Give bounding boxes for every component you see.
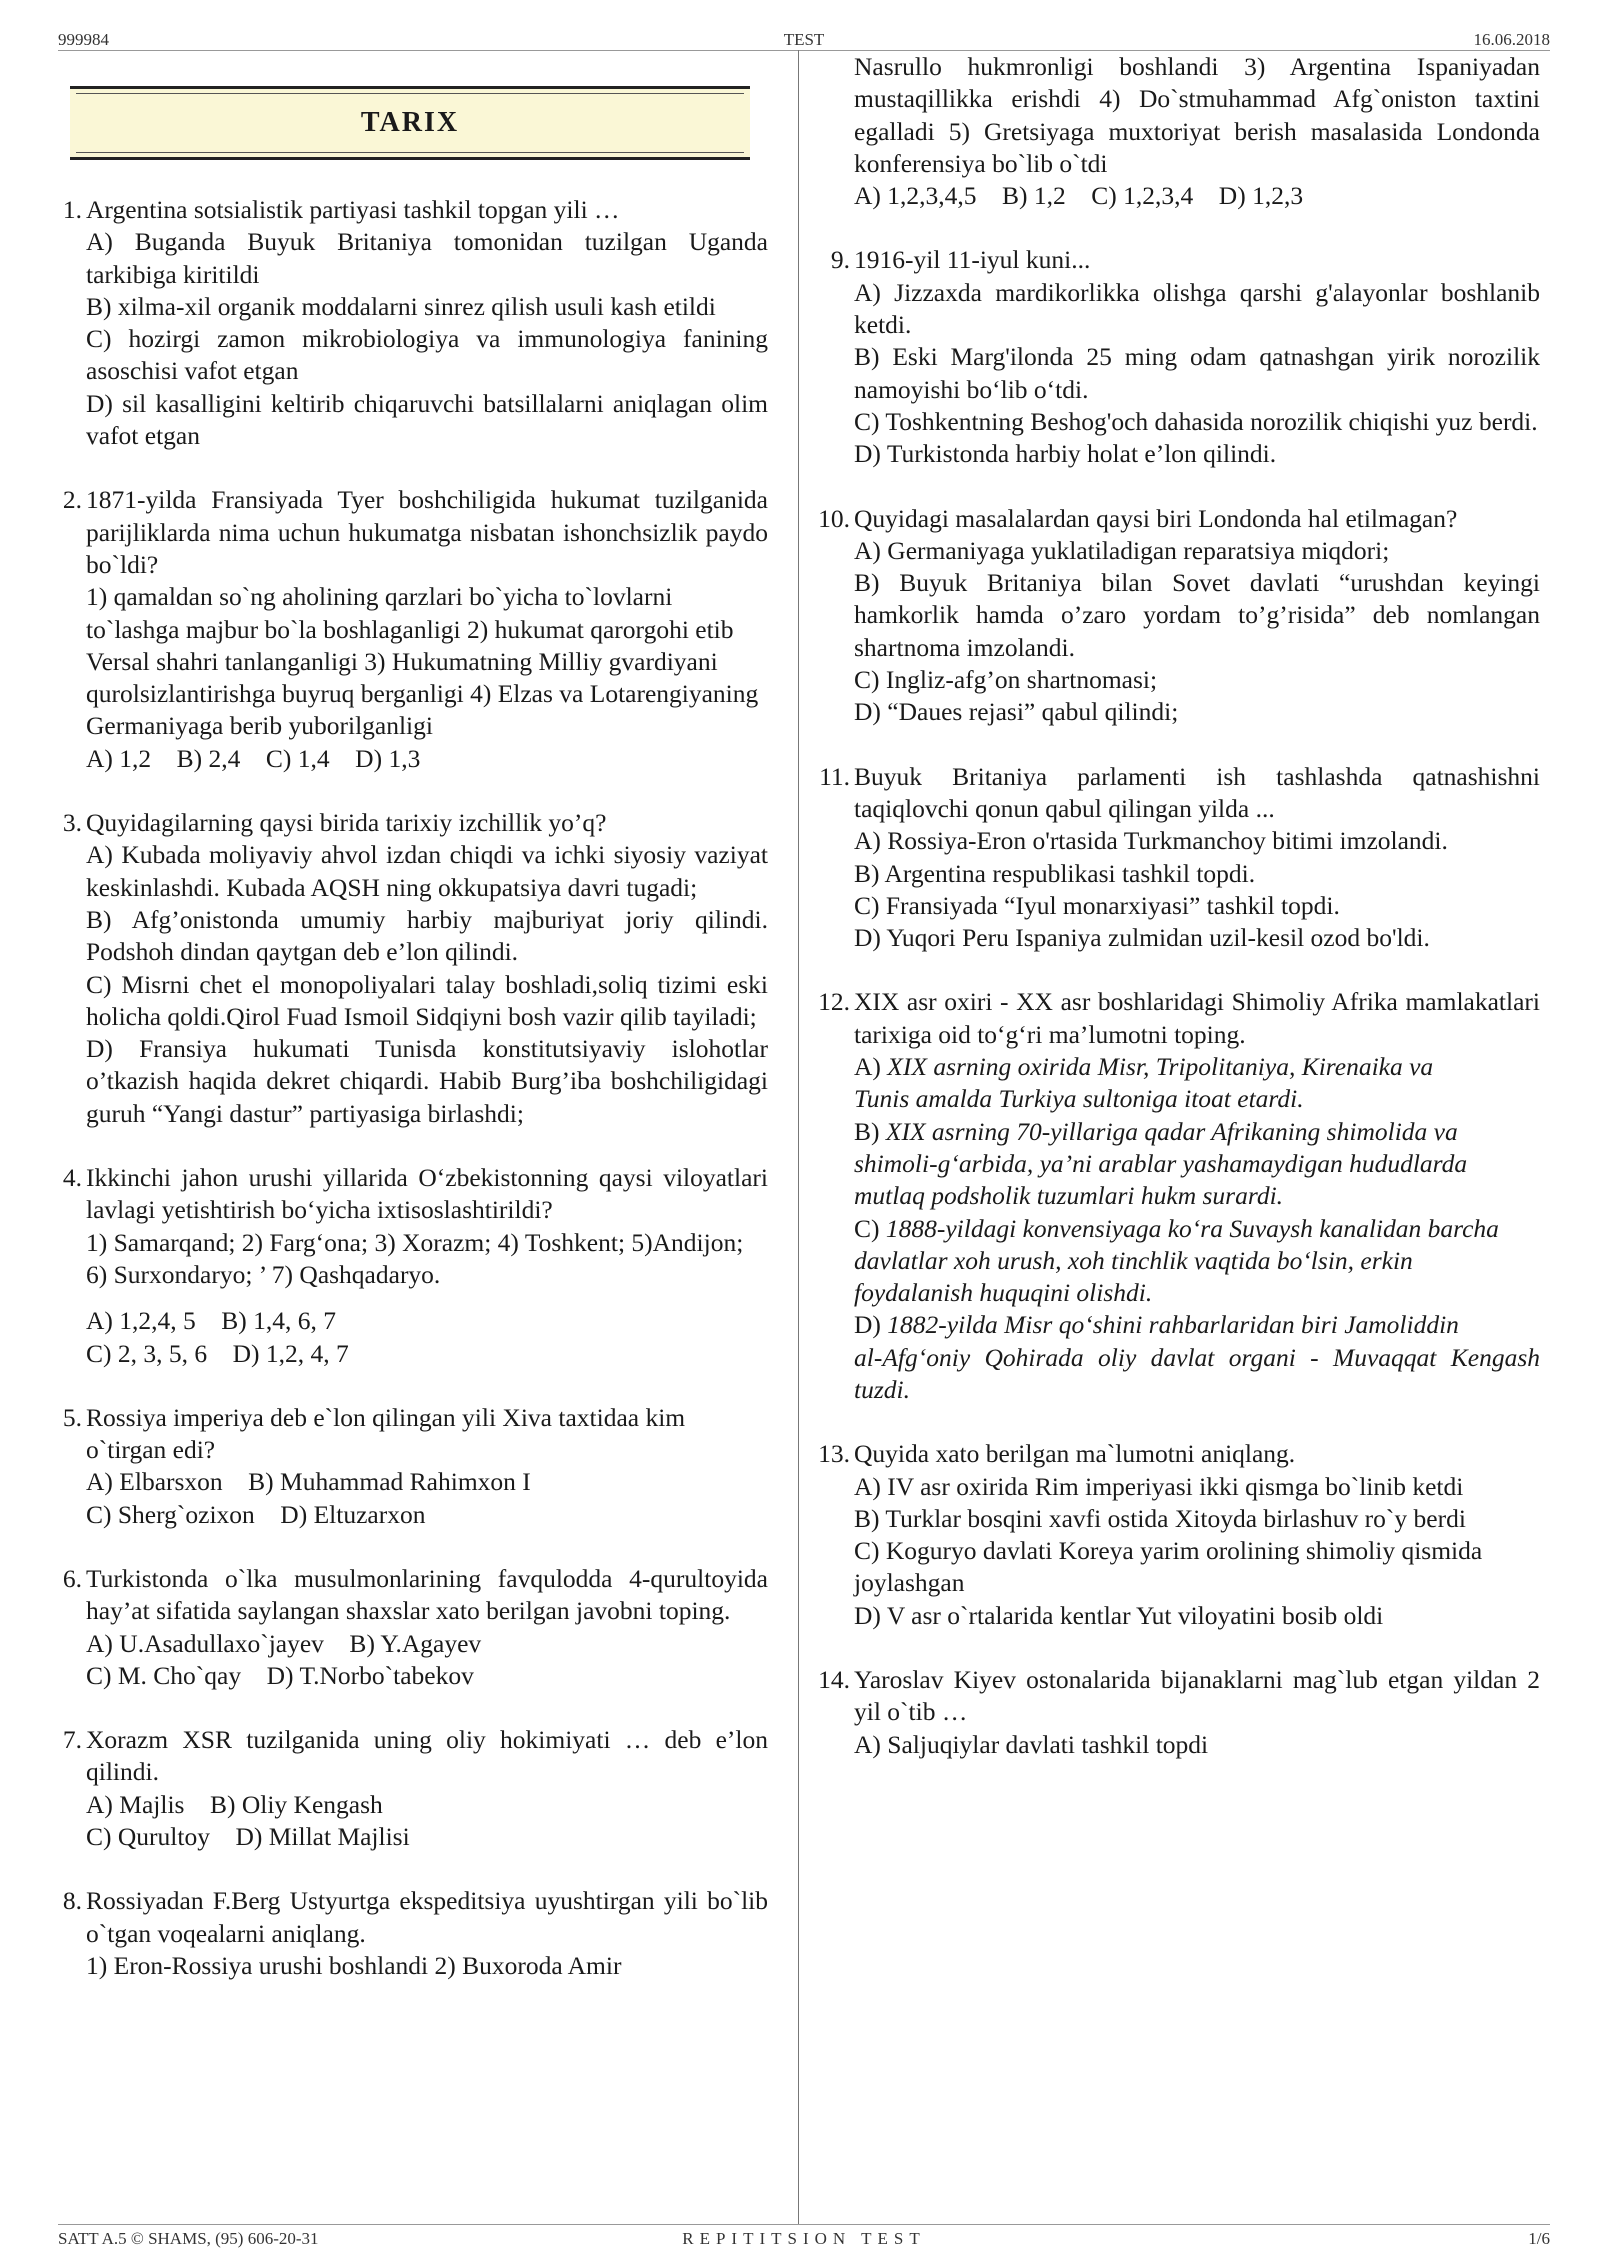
option-a: A) IV asr oxirida Rim imperiyasi ikki qismga bo`linib ketdi [854, 1471, 1464, 1501]
question-stem: Rossiya imperiya deb e`lon qilingan yili Xiva taxtidaa kim o`tirgan edi? [86, 1402, 686, 1465]
option-c: C) hozirgi zamon mikrobiologiya va immunologiya fanining asoschisi vafot etgan [86, 324, 768, 386]
page-number: 1/6 [1528, 2229, 1550, 2248]
column-divider [798, 50, 799, 2225]
option-a-line-1 [854, 1051, 1540, 1083]
question-number: 9. [830, 245, 850, 275]
right-column [818, 51, 1540, 1761]
question-statements: 1) qamaldan so`ng aholining qarzlari bo`yicha to`lovlarni to`lashga majbur bo`la boshlaganligi 2) hukumat qarorgohi etib Versal shahri tanlanganligi 3) Hukumatning Milliy gvardiyani qurolsizlantirishga buyruq berganligi 4) Elzas va Lotarengiyaning Germaniyaga berib yuborilganligi [86, 582, 759, 741]
question-8 [50, 1885, 768, 1982]
question-12 [818, 986, 1540, 1406]
option-b: B) Buyuk Britaniya bilan Sovet davlati “urushdan keyingi hamkorlik hamda o’zaro yordam to’g’risida” deb nomlangan shartnoma imzolandi. [854, 568, 1540, 662]
page-footer [58, 2224, 1550, 2247]
question-number: 6. [62, 1563, 82, 1593]
option-c-line-2: davlatlar xoh urush, xoh tinchlik vaqtida bo‘lsin, erkin [854, 1245, 1413, 1275]
page-header [58, 28, 1550, 51]
option-a: A) Jizzaxda mardikorlikka olishga qarshi g'alayonlar boshlanib ketdi. [854, 277, 1540, 340]
option-d-text: 1882-yilda Misr qo‘shini rahbarlaridan biri Jamoliddin [887, 1310, 1459, 1340]
option-c: C) Ingliz-afg’on shartnomasi; [854, 665, 1158, 695]
question-number: 11. [819, 761, 850, 791]
question-number: 1. [62, 195, 82, 224]
question-stem: Turkistonda o`lka musulmonlarining favqulodda 4-qurultoyida hay’at sifatida saylangan shaxslar xato berilgan javobni toping. [86, 1563, 768, 1626]
question-stem: Ikkinchi jahon urushi yillarida O‘zbekistonning qaysi viloyatlari lavlagi yetishtirish bo‘yicha ixtisoslashtirildi? [86, 1163, 768, 1225]
answer-options: A) 1,2 B) 2,4 C) 1,4 D) 1,3 [86, 743, 421, 773]
answer-options: A) 1,2,3,4,5 B) 1,2 C) 1,2,3,4 D) 1,2,3 [854, 181, 1304, 211]
question-stem: Xorazm XSR tuzilganida uning oliy hokimiyati … deb e’lon qilindi. [86, 1725, 768, 1787]
option-a-text: XIX asrning oxirida Misr, Tripolitaniya, Kirenaika va [887, 1052, 1434, 1082]
left-column [50, 194, 768, 1982]
option-a: A) Saljuqiylar davlati tashkil topdi [854, 1729, 1209, 1759]
question-stem: XIX asr oxiri - XX asr boshlaridagi Shimoliy Afrika mamlakatlari tarixiga oid to‘g‘ri ma’lumotni toping. [854, 987, 1540, 1049]
question-stem: Buyuk Britaniya parlamenti ish tashlashda qatnashishni taqiqlovchi qonun qabul qilingan yilda ... [854, 761, 1540, 823]
question-number: 4. [62, 1163, 82, 1193]
question-stem: Argentina sotsialistik partiyasi tashkil topgan yili … [86, 195, 620, 224]
option-d: D) “Daues rejasi” qabul qilindi; [854, 697, 1179, 727]
doc-type: TEST [783, 30, 825, 49]
question-9 [818, 244, 1540, 470]
question-statements: 1) Samarqand; 2) Farg‘ona; 3) Xorazm; 4) Toshkent; 5)Andijon; 6) Surxondaryo; ’ 7) Qashqadaryo. [86, 1227, 744, 1289]
option-c-label: C) [854, 1213, 880, 1243]
option-d: D) sil kasalligini keltirib chiqaruvchi batsillalarni aniqlagan olim vafot etgan [86, 388, 768, 451]
question-stem: Quyidagilarning qaysi birida tarixiy izchillik yo’q? [86, 808, 607, 838]
question-number: 12. [818, 987, 850, 1017]
answer-options-row-2: C) Sherg`ozixon D) Eltuzarxon [86, 1499, 426, 1529]
option-c-line-1 [854, 1213, 1540, 1245]
answer-options-row-2: C) 2, 3, 5, 6 D) 1,2, 4, 7 [86, 1338, 349, 1368]
option-a: A) Buganda Buyuk Britaniya tomonidan tuzilgan Uganda tarkibiga kiritildi [86, 227, 768, 289]
question-number: 13. [818, 1439, 850, 1469]
option-c-text: 1888-yildagi konvensiyaga ko‘ra Suvaysh kanalidan barcha [885, 1213, 1499, 1243]
question-stem: Quyidagi masalalardan qaysi biri Londonda hal etilmagan? [854, 503, 1458, 533]
question-10 [818, 503, 1540, 729]
option-b-line-3: mutlaq podsholik tuzumlari hukm surardi. [854, 1181, 1284, 1211]
option-b: B) Argentina respublikasi tashkil topdi. [854, 858, 1256, 888]
question-stem: Yaroslav Kiyev ostonalarida bijanaklarni mag`lub etgan yildan 2 yil o`tib … [854, 1665, 1540, 1727]
question-number: 7. [62, 1725, 82, 1755]
question-stem: Rossiyadan F.Berg Ustyurtga ekspeditsiya uyushtirgan yili bo`lib o`tgan voqealarni aniqlang. [86, 1886, 768, 1948]
option-d: D) V asr o`rtalarida kentlar Yut viloyatini bosib oldi [854, 1600, 1384, 1630]
option-c: C) Misrni chet el monopoliyalari talay boshladi,soliq tizimi eski holicha qoldi.Qirol Fuad Ismoil Sidqiyni bosh vazir qilib tayiladi; [86, 969, 768, 1031]
option-b-label: B) [854, 1116, 880, 1146]
option-c: C) Fransiyada “Iyul monarxiyasi” tashkil topdi. [854, 890, 1340, 920]
section-title-box [70, 86, 750, 160]
option-b: B) xilma-xil organik moddalarni sinrez qilish usuli kash etildi [86, 291, 716, 321]
option-a: A) Kubada moliyaviy ahvol izdan chiqdi va ichki siyosiy vaziyat keskinlashdi. Kubada AQSH ning okkupatsiya davri tugadi; [86, 840, 768, 902]
option-a-line-2: Tunis amalda Turkiya sultoniga itoat etardi. [854, 1084, 1304, 1114]
question-7 [50, 1724, 768, 1853]
option-d: D) Fransiya hukumati Tunisda konstitutsiyaviy islohotlar o’tkazish haqida dekret chiqardi. Habib Burg’iba boshchiligidagi guruh “Yangi dastur” partiyasiga birlashdi; [86, 1034, 768, 1128]
answer-options-row-2: C) Qurultoy D) Millat Majlisi [86, 1822, 410, 1852]
question-stem: Quyida xato berilgan ma`lumotni aniqlang. [854, 1439, 1296, 1469]
question-number: 14. [818, 1665, 850, 1695]
option-c: C) Koguryo davlati Koreya yarim orolining shimoliy qismida joylashgan [854, 1536, 1483, 1598]
question-1 [50, 194, 768, 452]
question-3 [50, 807, 768, 1130]
question-number: 3. [62, 808, 82, 838]
answer-options-row-1: A) Majlis B) Oliy Kengash [86, 1789, 383, 1819]
option-b: B) Turklar bosqini xavfi ostida Xitoyda birlashuv ro`y berdi [854, 1503, 1466, 1533]
option-d: D) Turkistonda harbiy holat e’lon qilindi. [854, 439, 1277, 469]
question-2 [50, 484, 768, 775]
question-6 [50, 1563, 768, 1692]
option-d: D) Yuqori Peru Ispaniya zulmidan uzil-kesil ozod bo'ldi. [854, 923, 1430, 953]
question-14 [818, 1664, 1540, 1761]
option-d-line-2: al-Afg‘oniy Qohirada oliy davlat organi - Muvaqqat Kengash tuzdi. [854, 1342, 1540, 1404]
option-b: B) Eski Marg'ilonda 25 ming odam qatnashgan yirik norozilik namoyishi bo‘lib o‘tdi. [854, 342, 1540, 404]
option-b-line-1 [854, 1116, 1540, 1148]
question-number: 2. [62, 485, 82, 515]
question-5 [50, 1402, 768, 1531]
question-statements-cont: Nasrullo hukmronligi boshlandi 3) Argentina Ispaniyadan mustaqillikka erishdi 4) Do`stmuhammad Afg`oniston taxtini egalladi 5) Gretsiyaga muxtoriyat berish masalasida Londonda konferensiya bo`lib o`tdi [854, 52, 1540, 178]
answer-options-row-1: A) U.Asadullaxo`jayev B) Y.Agayev [86, 1628, 482, 1658]
doc-code: 999984 [58, 30, 109, 49]
option-c: C) Toshkentning Beshog'och dahasida norozilik chiqishi yuz berdi. [854, 406, 1538, 436]
question-8-continued [818, 51, 1540, 212]
doc-date: 16.06.2018 [1473, 30, 1550, 49]
option-a: A) Germaniyaga yuklatiladigan reparatsiya miqdori; [854, 535, 1390, 565]
question-number: 10. [818, 503, 850, 533]
question-4 [50, 1162, 768, 1370]
question-stem: 1871-yilda Fransiyada Tyer boshchiligida hukumat tuzilganida parijliklarda nima uchun hukumatga nisbatan ishonchsizlik paydo bo`ldi? [86, 485, 768, 579]
option-b: B) Afg’onistonda umumiy harbiy majburiyat joriy qilindi. Podshoh dindan qaytgan deb e’lon qilindi. [86, 904, 768, 967]
option-b-line-2: shimoli-g‘arbida, ya’ni arablar yashamaydigan hududlarda [854, 1148, 1468, 1178]
option-d-line-1 [854, 1309, 1540, 1341]
option-c-line-3: foydalanish huquqini olishdi. [854, 1278, 1153, 1308]
question-statements-start: 1) Eron-Rossiya urushi boshlandi 2) Buxoroda Amir [86, 1950, 622, 1980]
option-d-label: D) [854, 1310, 881, 1340]
option-a-label: A) [854, 1052, 881, 1082]
question-stem: 1916-yil 11-iyul kuni... [854, 245, 1091, 275]
option-a: A) Rossiya-Eron o'rtasida Turkmanchoy bitimi imzolandi. [854, 826, 1448, 856]
answer-options-row-1: A) Elbarsxon B) Muhammad Rahimxon I [86, 1467, 531, 1497]
section-title: TARIX [360, 107, 460, 138]
question-13 [818, 1438, 1540, 1632]
question-number: 8. [62, 1886, 82, 1916]
question-11 [818, 761, 1540, 955]
answer-options-row-2: C) M. Cho`qay D) T.Norbo`tabekov [86, 1660, 474, 1690]
option-b-text: XIX asrning 70-yillariga qadar Afrikaning shimolida va [885, 1116, 1458, 1146]
question-number: 5. [62, 1402, 82, 1432]
answer-options-row-1: A) 1,2,4, 5 B) 1,4, 6, 7 [86, 1306, 337, 1336]
footer-title: REPITITSION TEST [682, 2229, 926, 2248]
footer-copyright: SATT A.5 © SHAMS, (95) 606-20-31 [58, 2229, 319, 2248]
